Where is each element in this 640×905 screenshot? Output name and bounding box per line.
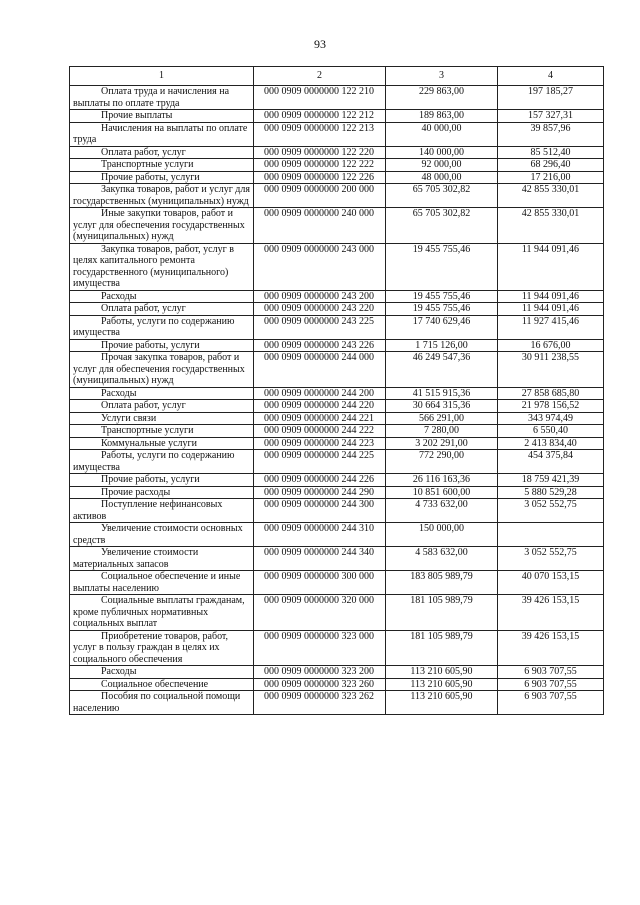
table-row [70, 86, 604, 110]
row-name-text: Оплата труда и начисления на выплаты по оплате труда [73, 86, 230, 109]
table-row [70, 110, 604, 123]
row-actual-value-cell: 6 903 707,55 [498, 691, 604, 715]
row-code-cell: 000 0909 0000000 122 226 [254, 171, 386, 184]
row-actual-value-cell: 157 327,31 [498, 110, 604, 123]
row-name-text: Оплата работ, услуг [101, 303, 186, 314]
row-name-text: Приобретение товаров, работ, услуг в пользу граждан в целях их социального обеспечения [73, 630, 229, 665]
row-name-cell [70, 400, 254, 413]
row-name-text: Закупка товаров, работ, услуг в целях капитального ремонта государственного (муниципального) имущества [73, 243, 234, 289]
row-plan-value-cell: 41 515 915,36 [386, 387, 498, 400]
table-row [70, 523, 604, 547]
row-name-cell [70, 243, 254, 290]
row-code-cell: 000 0909 0000000 244 226 [254, 474, 386, 487]
row-name-text: Расходы [101, 290, 137, 302]
table-row [70, 339, 604, 352]
row-plan-value-cell: 10 851 600,00 [386, 486, 498, 499]
row-name-cell [70, 339, 254, 352]
row-actual-value-cell: 39 426 153,15 [498, 595, 604, 631]
row-code-cell: 000 0909 0000000 244 200 [254, 387, 386, 400]
row-actual-value-cell: 68 296,40 [498, 159, 604, 172]
table-row [70, 171, 604, 184]
table-row [70, 352, 604, 388]
row-code-cell: 000 0909 0000000 244 340 [254, 547, 386, 571]
row-plan-value-cell: 113 210 605,90 [386, 666, 498, 679]
row-plan-value-cell: 92 000,00 [386, 159, 498, 172]
row-plan-value-cell: 65 705 302,82 [386, 208, 498, 244]
row-name-text: Расходы [101, 387, 137, 399]
row-plan-value-cell: 140 000,00 [386, 146, 498, 159]
row-actual-value-cell: 85 512,40 [498, 146, 604, 159]
row-code-cell: 000 0909 0000000 122 212 [254, 110, 386, 123]
row-name-cell [70, 547, 254, 571]
row-name-text: Транспортные услуги [101, 425, 194, 436]
row-plan-value-cell: 4 583 632,00 [386, 547, 498, 571]
row-actual-value-cell: 343 974,49 [498, 412, 604, 425]
table-row [70, 290, 604, 303]
table-row [70, 486, 604, 499]
row-plan-value-cell: 189 863,00 [386, 110, 498, 123]
row-name-cell [70, 425, 254, 438]
row-name-cell [70, 387, 254, 400]
row-code-cell: 000 0909 0000000 244 222 [254, 425, 386, 438]
row-name-cell [70, 159, 254, 172]
row-name-cell [70, 352, 254, 388]
row-actual-value-cell: 42 855 330,01 [498, 208, 604, 244]
table-row [70, 499, 604, 523]
row-plan-value-cell: 4 733 632,00 [386, 499, 498, 523]
row-name-cell [70, 437, 254, 450]
table-row [70, 159, 604, 172]
row-code-cell: 000 0909 0000000 323 200 [254, 666, 386, 679]
row-plan-value-cell: 19 455 755,46 [386, 243, 498, 290]
row-name-text: Услуги связи [101, 412, 157, 424]
row-actual-value-cell: 6 903 707,55 [498, 666, 604, 679]
row-name-text: Иные закупки товаров, работ и услуг для обеспечения государственных (муниципальных) нужд [73, 208, 245, 242]
row-plan-value-cell: 183 805 989,79 [386, 571, 498, 595]
row-name-cell [70, 499, 254, 523]
row-name-text: Прочие работы, услуги [101, 474, 200, 485]
row-code-cell: 000 0909 0000000 300 000 [254, 571, 386, 595]
table-row [70, 184, 604, 208]
page-number: 93 [314, 37, 326, 51]
row-code-cell: 000 0909 0000000 244 221 [254, 412, 386, 425]
row-code-cell: 000 0909 0000000 243 226 [254, 339, 386, 352]
table-row [70, 691, 604, 715]
row-plan-value-cell: 26 116 163,36 [386, 474, 498, 487]
row-name-cell [70, 666, 254, 679]
table-row [70, 666, 604, 679]
row-plan-value-cell: 113 210 605,90 [386, 691, 498, 715]
row-code-cell: 000 0909 0000000 323 000 [254, 630, 386, 666]
row-code-cell: 000 0909 0000000 243 000 [254, 243, 386, 290]
row-name-cell [70, 122, 254, 146]
row-plan-value-cell: 772 290,00 [386, 450, 498, 474]
row-name-cell [70, 208, 254, 244]
row-name-cell [70, 678, 254, 691]
row-code-cell: 000 0909 0000000 243 225 [254, 315, 386, 339]
row-name-text: Социальные выплаты гражданам, кроме публичных нормативных социальных выплат [73, 595, 245, 629]
row-name-text: Начисления на выплаты по оплате труда [73, 122, 248, 145]
row-name-text: Социальное обеспечение [101, 678, 209, 690]
row-plan-value-cell: 30 664 315,36 [386, 400, 498, 413]
row-code-cell: 000 0909 0000000 243 200 [254, 290, 386, 303]
row-name-cell [70, 571, 254, 595]
row-name-text: Работы, услуги по содержанию имущества [73, 450, 235, 473]
table-row [70, 208, 604, 244]
row-plan-value-cell: 181 105 989,79 [386, 595, 498, 631]
row-name-text: Прочие работы, услуги [101, 171, 200, 183]
row-code-cell: 000 0909 0000000 244 310 [254, 523, 386, 547]
row-plan-value-cell: 40 000,00 [386, 122, 498, 146]
table-row [70, 387, 604, 400]
row-plan-value-cell: 181 105 989,79 [386, 630, 498, 666]
row-name-text: Увеличение стоимости основных средств [73, 523, 243, 546]
row-name-text: Пособия по социальной помощи населению [73, 691, 241, 714]
row-name-text: Работы, услуги по содержанию имущества [73, 315, 235, 338]
row-plan-value-cell: 1 715 126,00 [386, 339, 498, 352]
table-row [70, 547, 604, 571]
row-actual-value-cell: 40 070 153,15 [498, 571, 604, 595]
row-name-text: Прочие работы, услуги [101, 339, 200, 351]
row-actual-value-cell: 42 855 330,01 [498, 184, 604, 208]
row-code-cell: 000 0909 0000000 122 220 [254, 146, 386, 159]
row-actual-value-cell: 11 927 415,46 [498, 315, 604, 339]
row-actual-value-cell: 6 550,40 [498, 425, 604, 438]
row-actual-value-cell: 197 185,27 [498, 86, 604, 110]
row-plan-value-cell: 17 740 629,46 [386, 315, 498, 339]
row-name-text: Прочая закупка товаров, работ и услуг для обеспечения государственных (муниципальных) нужд [73, 352, 245, 386]
table-row [70, 595, 604, 631]
row-plan-value-cell: 150 000,00 [386, 523, 498, 547]
table-row [70, 571, 604, 595]
row-name-text: Прочие выплаты [101, 110, 173, 121]
row-actual-value-cell: 5 880 529,28 [498, 486, 604, 499]
table-row [70, 400, 604, 413]
table-row [70, 315, 604, 339]
row-code-cell: 000 0909 0000000 323 262 [254, 691, 386, 715]
table-row [70, 122, 604, 146]
row-name-text: Расходы [101, 666, 137, 677]
row-actual-value-cell: 454 375,84 [498, 450, 604, 474]
row-actual-value-cell: 3 052 552,75 [498, 547, 604, 571]
row-name-text: Поступление нефинансовых активов [73, 499, 223, 522]
row-plan-value-cell: 113 210 605,90 [386, 678, 498, 691]
row-name-cell [70, 486, 254, 499]
table-row [70, 450, 604, 474]
header-row [70, 67, 604, 86]
row-name-text: Увеличение стоимости материальных запасов [73, 547, 199, 570]
row-name-text: Оплата работ, услуг [101, 146, 186, 158]
column-header-1: 1 [70, 67, 254, 86]
row-name-cell [70, 290, 254, 303]
row-actual-value-cell: 21 978 156,52 [498, 400, 604, 413]
row-actual-value-cell: 18 759 421,39 [498, 474, 604, 487]
row-plan-value-cell: 7 280,00 [386, 425, 498, 438]
row-code-cell: 000 0909 0000000 122 210 [254, 86, 386, 110]
row-code-cell: 000 0909 0000000 244 220 [254, 400, 386, 413]
row-plan-value-cell: 566 291,00 [386, 412, 498, 425]
row-actual-value-cell: 39 857,96 [498, 122, 604, 146]
table-row [70, 437, 604, 450]
row-name-text: Коммунальные услуги [101, 437, 197, 449]
row-name-cell [70, 171, 254, 184]
row-actual-value-cell: 16 676,00 [498, 339, 604, 352]
row-actual-value-cell [498, 523, 604, 547]
row-plan-value-cell: 19 455 755,46 [386, 303, 498, 316]
row-name-text: Социальное обеспечение и иные выплаты населению [73, 571, 241, 594]
row-name-text: Транспортные услуги [101, 159, 194, 170]
row-plan-value-cell: 46 249 547,36 [386, 352, 498, 388]
table-row [70, 630, 604, 666]
column-header-4: 4 [498, 67, 604, 86]
row-name-cell [70, 474, 254, 487]
row-name-cell [70, 146, 254, 159]
row-actual-value-cell: 3 052 552,75 [498, 499, 604, 523]
row-code-cell: 000 0909 0000000 244 223 [254, 437, 386, 450]
row-plan-value-cell: 3 202 291,00 [386, 437, 498, 450]
row-code-cell: 000 0909 0000000 122 213 [254, 122, 386, 146]
table-row [70, 146, 604, 159]
row-actual-value-cell: 11 944 091,46 [498, 303, 604, 316]
row-code-cell: 000 0909 0000000 244 300 [254, 499, 386, 523]
row-name-text: Оплата работ, услуг [101, 400, 186, 411]
row-name-cell [70, 595, 254, 631]
row-actual-value-cell: 11 944 091,46 [498, 243, 604, 290]
table-row [70, 303, 604, 316]
row-actual-value-cell: 17 216,00 [498, 171, 604, 184]
row-name-text: Прочие расходы [101, 486, 171, 498]
row-name-cell [70, 450, 254, 474]
row-code-cell: 000 0909 0000000 240 000 [254, 208, 386, 244]
row-actual-value-cell: 27 858 685,80 [498, 387, 604, 400]
row-name-cell [70, 184, 254, 208]
row-actual-value-cell: 39 426 153,15 [498, 630, 604, 666]
row-plan-value-cell: 229 863,00 [386, 86, 498, 110]
row-actual-value-cell: 2 413 834,40 [498, 437, 604, 450]
row-code-cell: 000 0909 0000000 320 000 [254, 595, 386, 631]
row-code-cell: 000 0909 0000000 200 000 [254, 184, 386, 208]
row-actual-value-cell: 11 944 091,46 [498, 290, 604, 303]
table-row [70, 243, 604, 290]
row-name-cell [70, 523, 254, 547]
table-row [70, 474, 604, 487]
row-plan-value-cell: 65 705 302,82 [386, 184, 498, 208]
budget-table [69, 66, 604, 715]
row-code-cell: 000 0909 0000000 122 222 [254, 159, 386, 172]
row-name-cell [70, 412, 254, 425]
row-name-cell [70, 110, 254, 123]
row-actual-value-cell: 30 911 238,55 [498, 352, 604, 388]
table-row [70, 425, 604, 438]
row-name-cell [70, 630, 254, 666]
row-code-cell: 000 0909 0000000 244 000 [254, 352, 386, 388]
row-actual-value-cell: 6 903 707,55 [498, 678, 604, 691]
row-plan-value-cell: 48 000,00 [386, 171, 498, 184]
row-name-cell [70, 86, 254, 110]
row-name-cell [70, 315, 254, 339]
row-code-cell: 000 0909 0000000 243 220 [254, 303, 386, 316]
row-plan-value-cell: 19 455 755,46 [386, 290, 498, 303]
table-row [70, 412, 604, 425]
column-header-2: 2 [254, 67, 386, 86]
row-code-cell: 000 0909 0000000 244 290 [254, 486, 386, 499]
table-row [70, 678, 604, 691]
row-code-cell: 000 0909 0000000 323 260 [254, 678, 386, 691]
column-header-3: 3 [386, 67, 498, 86]
row-code-cell: 000 0909 0000000 244 225 [254, 450, 386, 474]
row-name-text: Закупка товаров, работ и услуг для государственных (муниципальных) нужд [73, 184, 250, 207]
row-name-cell [70, 303, 254, 316]
row-name-cell [70, 691, 254, 715]
